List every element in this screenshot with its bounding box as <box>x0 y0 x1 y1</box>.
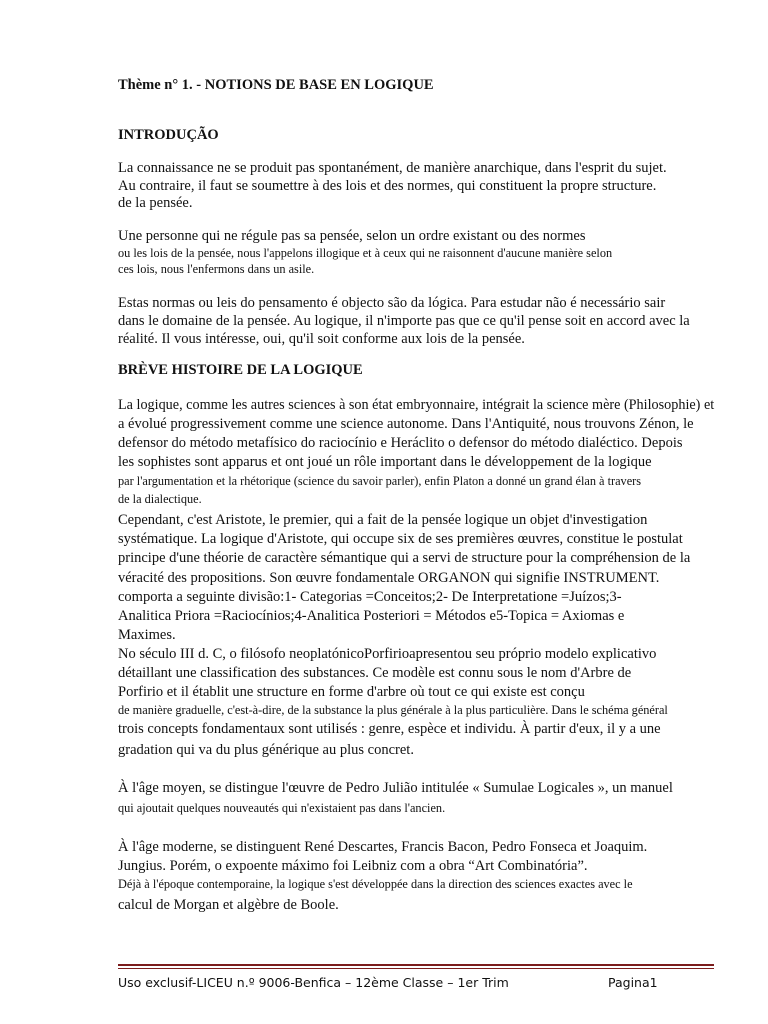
footer-text: Uso exclusif-LICEU n.º 9006-Benfica – 12ème Classe – 1er Trim <box>118 975 509 990</box>
body-line: Maximes. <box>118 627 176 643</box>
body-line: véracité des propositions. Son œuvre fondamentale ORGANON qui signifie INSTRUMENT. <box>118 570 660 586</box>
body-line: les sophistes sont apparus et ont joué un rôle important dans le développement de la logique <box>118 454 652 470</box>
body-line: Cependant, c'est Aristote, le premier, qui a fait de la pensée logique un objet d'investigation <box>118 512 648 528</box>
body-line: defensor do método metafísico do raciocínio e Heráclito o defensor do método dialéctico. Depois <box>118 435 683 451</box>
body-line: gradation qui va du plus générique au plus concret. <box>118 742 414 758</box>
body-line: par l'argumentation et la rhétorique (science du savoir parler), enfin Platon a donné un grand élan à travers <box>118 474 642 488</box>
body-line: Estas normas ou leis do pensamento é objecto são da lógica. Para estudar não é necessário sair <box>118 295 666 311</box>
body-line: principe d'une théorie de caractère sémantique qui a servi de structure pour la compréhension de la <box>118 550 691 566</box>
section-heading-histoire: BRÈVE HISTOIRE DE LA LOGIQUE <box>118 362 363 378</box>
footer-rule-thin <box>118 968 714 969</box>
body-line: La logique, comme les autres sciences à son état embryonnaire, intégrait la science mère (Philosophie) et <box>118 397 715 413</box>
section-heading-introducao: INTRODUÇÃO <box>118 127 219 143</box>
body-line: systématique. La logique d'Aristote, qui occupe six de ses premières œuvres, constitue le postulat <box>118 531 683 547</box>
body-line: ou les lois de la pensée, nous l'appelons illogique et à ceux qui ne raisonnent d'aucune manière selon <box>118 246 613 260</box>
body-line: trois concepts fondamentaux sont utilisés : genre, espèce et individu. À partir d'eux, il y a une <box>118 721 661 737</box>
body-line: dans le domaine de la pensée. Au logique, il n'importe pas que ce qu'il pense soit en accord avec la <box>118 313 690 329</box>
body-line: de la pensée. <box>118 195 193 211</box>
body-line: Analitica Priora =Raciocínios;4-Analitica Posteriori = Métodos e5-Topica = Axiomas e <box>118 608 625 624</box>
body-line: comporta a seguinte divisão:1- Categorias =Conceitos;2- De Interpretatione =Juízos;3- <box>118 589 622 605</box>
body-line: Déjà à l'époque contemporaine, la logique s'est développée dans la direction des sciences exactes avec le <box>118 877 633 891</box>
body-line: La connaissance ne se produit pas spontanément, de manière anarchique, dans l'esprit du sujet. <box>118 160 667 176</box>
body-line: réalité. Il vous intéresse, oui, qu'il soit conforme aux lois de la pensée. <box>118 331 525 347</box>
body-line: calcul de Morgan et algèbre de Boole. <box>118 897 339 913</box>
document-title: Thème n° 1. - NOTIONS DE BASE EN LOGIQUE <box>118 77 434 93</box>
body-line: a évolué progressivement comme une science autonome. Dans l'Antiquité, nous trouvons Zénon, le <box>118 416 694 432</box>
body-line: de la dialectique. <box>118 492 202 506</box>
body-line: qui ajoutait quelques nouveautés qui n'existaient pas dans l'ancien. <box>118 801 446 815</box>
body-line: À l'âge moyen, se distingue l'œuvre de Pedro Julião intitulée « Sumulae Logicales », un manuel <box>118 780 673 796</box>
body-line: Jungius. Porém, o expoente máximo foi Leibniz com a obra “Art Combinatória”. <box>118 858 588 874</box>
body-line: de manière graduelle, c'est-à-dire, de la substance la plus générale à la plus particulière. Dans le schéma général <box>118 703 668 717</box>
body-line: détaillant une classification des substances. Ce modèle est connu sous le nom d'Arbre de <box>118 665 632 681</box>
body-line: Au contraire, il faut se soumettre à des lois et des normes, qui constituent la propre structure. <box>118 178 657 194</box>
body-line: Une personne qui ne régule pas sa pensée, selon un ordre existant ou des normes <box>118 228 586 244</box>
body-line: ces lois, nous l'enfermons dans un asile. <box>118 262 315 276</box>
body-line: À l'âge moderne, se distinguent René Descartes, Francis Bacon, Pedro Fonseca et Joaquim. <box>118 839 648 855</box>
body-line: Porfirio et il établit une structure en forme d'arbre où tout ce qui existe est conçu <box>118 684 585 700</box>
body-line: No século III d. C, o filósofo neoplatónicoPorfirioapresentou seu próprio modelo explicativo <box>118 646 657 662</box>
footer-rule <box>118 964 714 966</box>
footer-page-number: Pagina1 <box>608 975 658 990</box>
